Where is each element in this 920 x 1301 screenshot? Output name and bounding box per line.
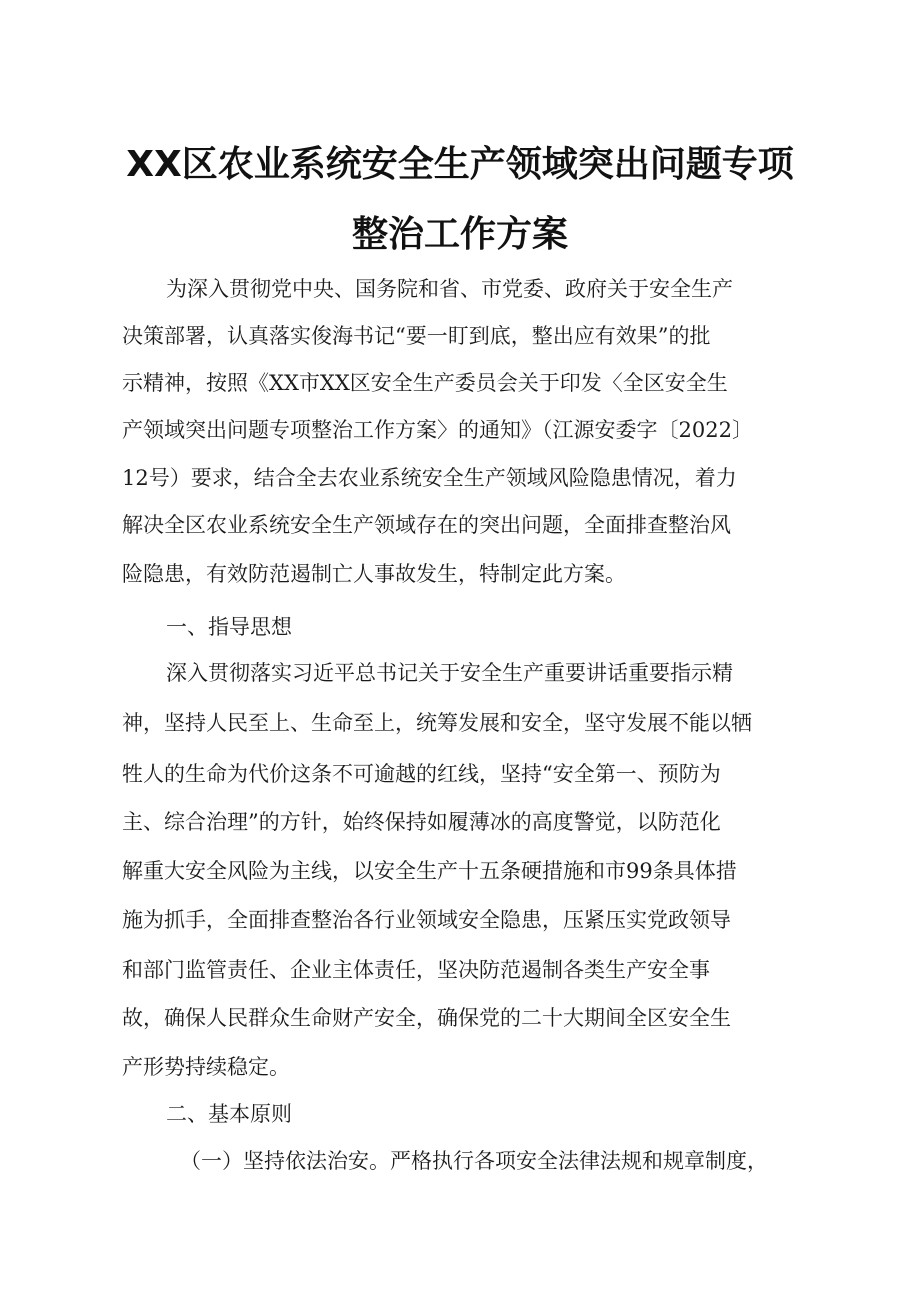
section-1-line: 神，坚持人民至上、生命至上，统筹发展和安全，坚守发展不能以牺 bbox=[122, 711, 752, 735]
intro-line: 示精神，按照《XX市XX区安全生产委员会关于印发〈全区安全生 bbox=[122, 371, 728, 395]
section-1-line: 和部门监管责任、企业主体责任，坚决防范遏制各类生产安全事 bbox=[122, 958, 710, 982]
intro-line: 12号）要求，结合全去农业系统安全生产领域风险隐患情况，着力 bbox=[122, 466, 737, 490]
document-title-line-2: 整治工作方案 bbox=[351, 214, 568, 255]
section-1-line: 深入贯彻落实习近平总书记关于安全生产重要讲话重要指示精 bbox=[166, 661, 733, 685]
section-2-item-1: （一）坚持依法治安。严格执行各项安全法律法规和规章制度， bbox=[180, 1149, 768, 1173]
intro-line: 解决全区农业系统安全生产领域存在的突出问题，全面排查整治风 bbox=[122, 513, 731, 537]
section-1-line: 施为抓手，全面排查整治各行业领域安全隐患，压紧压实党政领导 bbox=[122, 908, 731, 932]
intro-line: 险隐患，有效防范遏制亡人事故发生，特制定此方案。 bbox=[122, 562, 626, 586]
section-1-line: 主、综合治理”的方针，始终保持如履薄冰的高度警觉，以防范化 bbox=[122, 810, 721, 834]
section-1-heading: 一、指导思想 bbox=[166, 615, 292, 639]
document-title-line-1: XX区农业系统安全生产领域突出问题专项 bbox=[126, 144, 794, 185]
intro-line: 为深入贯彻党中央、国务院和省、市党委、政府关于安全生产 bbox=[166, 277, 733, 301]
section-1-line: 故，确保人民群众生命财产安全，确保党的二十大期间全区安全生 bbox=[122, 1006, 731, 1030]
section-2-heading: 二、基本原则 bbox=[166, 1102, 292, 1126]
section-1-line: 牲人的生命为代价这条不可逾越的红线，坚持“安全第一、预防为 bbox=[122, 762, 721, 786]
intro-line: 产领域突出问题专项整治工作方案〉的通知》（江源安委字〔2022〕 bbox=[122, 418, 753, 442]
section-1-line: 产形势持续稳定。 bbox=[122, 1055, 290, 1079]
section-1-line: 解重大安全风险为主线，以安全生产十五条硬措施和市99条具体措 bbox=[122, 859, 737, 883]
intro-line: 决策部署，认真落实俊海书记“要一盯到底，整出应有效果”的批 bbox=[122, 324, 711, 348]
